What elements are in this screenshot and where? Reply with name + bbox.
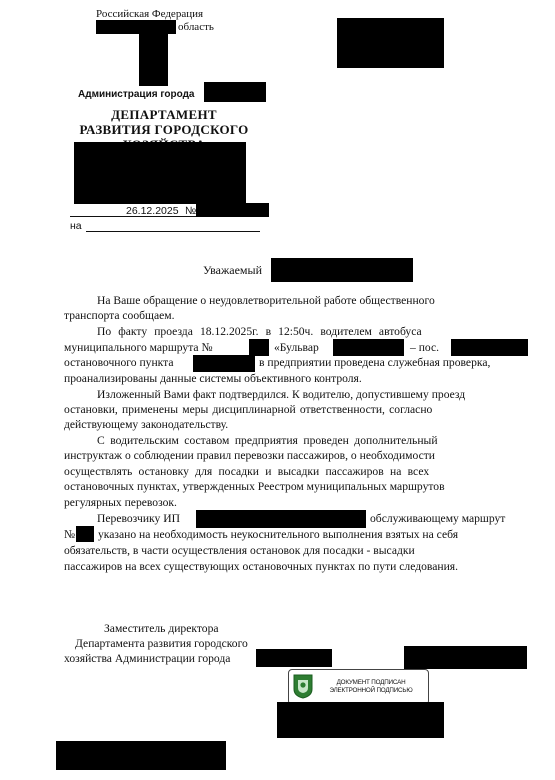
letter-number-label: № — [185, 205, 197, 217]
redacted-route-end — [451, 339, 528, 356]
administration-label: Администрация города — [78, 89, 195, 100]
body-p2-line2b: «Бульвар — [274, 341, 319, 354]
stamp-emblem-icon — [293, 674, 313, 699]
country-name: Российская Федерация — [96, 8, 204, 20]
region-name: область — [178, 21, 214, 33]
body-p2-line4: проанализированы данные системы объективного контроля. — [64, 372, 362, 385]
stamp-line1: ДОКУМЕНТ ПОДПИСАН — [336, 679, 406, 686]
body-p3-line2: остановки, применены меры дисциплинарной ответственности, согласно — [64, 403, 433, 416]
reply-to-underline — [86, 231, 260, 232]
redacted-route-number — [249, 339, 269, 356]
body-p5-line1b: обслуживающему маршрут — [370, 512, 506, 525]
body-p5-line3: обязательств, в части осуществления остановок для посадки - высадки — [64, 544, 415, 557]
body-p5-line2b: указано на необходимость неукоснительного выполнения взятых на себя — [98, 528, 459, 541]
redacted-route-number-2 — [76, 526, 94, 542]
body-p5-line2a: № — [64, 528, 76, 541]
body-p2-line2a: муниципального маршрута № — [64, 341, 213, 354]
redacted-addressee-name — [271, 258, 413, 282]
redacted-region — [96, 20, 176, 34]
redacted-signature-details — [277, 702, 444, 738]
body-p4-line4: остановочных пунктах, утвержденных Реестром муниципальных маршрутов — [64, 480, 445, 493]
stamp-text — [319, 679, 423, 695]
body-p1-line1: На Ваше обращение о неудовлетворительной работе общественного — [97, 294, 435, 307]
redacted-signatory-city — [256, 649, 332, 667]
e-signature-stamp — [288, 669, 429, 705]
redacted-city — [204, 82, 266, 102]
signatory-position-line3: хозяйства Администрации города — [64, 652, 231, 665]
body-p2-line3a: остановочного пункта — [64, 356, 174, 369]
redacted-stop-name — [193, 355, 255, 372]
letter-date: 26.12.2025 — [126, 205, 179, 217]
redacted-emblem — [139, 34, 168, 86]
body-p4-line5: регулярных перевозок. — [64, 496, 177, 509]
signatory-position-line1: Заместитель директора — [104, 622, 219, 635]
body-p2-line1: По факту проезда 18.12.2025г. в 12:50ч. водителем автобуса — [97, 325, 422, 338]
redacted-letter-number — [196, 203, 269, 217]
redacted-addressee-block — [337, 18, 444, 68]
body-p1-line2: транспорта сообщаем. — [64, 309, 175, 322]
salutation: Уважаемый — [203, 263, 262, 277]
body-p4-line1: С водительским составом предприятия проведен дополнительный — [97, 434, 438, 447]
body-p3-line3: действующему законодательству. — [64, 418, 229, 431]
redacted-executor-info — [56, 741, 226, 770]
body-p4-line2: инструктаж о соблюдении правил перевозки пассажиров, о необходимости — [64, 449, 435, 462]
body-p2-line3b: в предприятии проведена служебная проверка, — [259, 356, 491, 369]
body-p5-line4: пассажиров на всех существующих остановочных пунктах по пути следования. — [64, 560, 459, 573]
department-title-line2: РАЗВИТИЯ ГОРОДСКОГО — [79, 122, 249, 137]
body-p4-line3: осуществлять остановку для посадки и высадки пассажиров на всех — [64, 465, 430, 478]
redacted-carrier-name — [196, 510, 366, 528]
redacted-signatory-name — [404, 646, 527, 669]
redacted-department-address — [74, 142, 246, 204]
department-title-line1: ДЕПАРТАМЕНТ — [111, 107, 217, 122]
redacted-route-start — [333, 339, 404, 356]
body-p5-line1a: Перевозчику ИП — [97, 512, 180, 525]
signatory-position-line2: Департамента развития городского — [75, 637, 248, 650]
reply-to-label: на — [70, 220, 82, 232]
body-p3-line1: Изложенный Вами факт подтвердился. К водителю, допустившему проезд — [97, 388, 466, 401]
stamp-line2: ЭЛЕКТРОННОЙ ПОДПИСЬЮ — [329, 687, 413, 694]
body-p2-line2c: – пос. — [410, 341, 440, 354]
